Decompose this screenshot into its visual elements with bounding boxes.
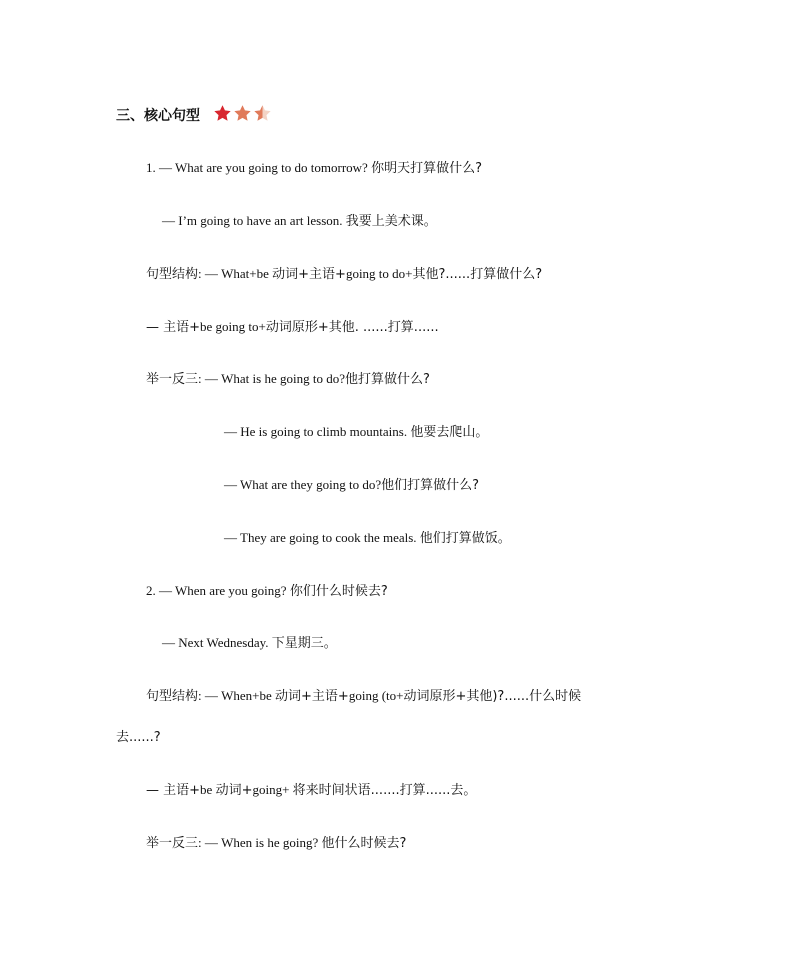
english-text: going+	[252, 782, 293, 797]
example-label: 举一反三	[146, 372, 199, 387]
english-text: : — When is he going?	[198, 835, 322, 850]
chinese-text: 其他?......打算做什么?	[412, 267, 543, 282]
sentence-1-answer	[162, 211, 437, 232]
chinese-text: 他打算做什么?	[344, 372, 430, 387]
english-text: — He is going to climb mountains.	[224, 424, 411, 439]
structure-2-line-2	[146, 780, 476, 801]
english-text: — They are going to cook the meals.	[224, 530, 420, 545]
english-text: be	[200, 782, 216, 797]
english-text: going to do+	[345, 266, 413, 281]
chinese-text: 他要去爬山。	[410, 425, 489, 440]
example-1-line-3	[224, 475, 479, 496]
english-text: : — What+be	[198, 266, 273, 281]
chinese-text: 下星期三。	[271, 636, 337, 651]
english-text: — Next Wednesday.	[162, 635, 272, 650]
chinese-text: 他们打算做饭。	[419, 531, 511, 546]
chinese-text: 你们什么时候去?	[289, 584, 388, 599]
english-text: be going to+	[200, 319, 266, 334]
example-2-line-1	[146, 833, 406, 854]
half-star-icon	[253, 104, 272, 123]
chinese-text: 动词原形+其他)?......什么时候	[403, 689, 582, 704]
chinese-text: — 主语+	[146, 320, 201, 335]
example-1-line-2	[224, 422, 488, 443]
example-1-line-1	[146, 369, 430, 390]
chinese-text: 动词+	[215, 783, 253, 798]
star-icon	[233, 104, 252, 123]
chinese-text: 我要上美术课。	[345, 214, 437, 229]
english-text: : — When+be	[198, 688, 276, 703]
english-text: — I’m going to have an art lesson.	[162, 213, 346, 228]
chinese-text: 将来时间状语.......打算......去。	[292, 783, 477, 798]
example-1-line-4	[224, 528, 511, 549]
star-icon	[213, 104, 232, 123]
section-heading	[116, 104, 273, 129]
sentence-1-question	[146, 158, 482, 179]
chinese-text: 去......?	[116, 730, 161, 745]
sentence-2-question	[146, 581, 388, 602]
chinese-text: 你明天打算做什么?	[371, 161, 482, 176]
sentence-2-answer	[162, 633, 337, 654]
english-text: 1. — What are you going to do tomorrow?	[146, 160, 372, 175]
section-title: 三、核心句型	[116, 108, 200, 124]
english-text: : — What is he going to do?	[198, 371, 345, 386]
structure-2-line-1-wrap	[116, 727, 161, 748]
chinese-text: 他们打算做什么?	[381, 478, 480, 493]
structure-2-line-1	[146, 686, 581, 707]
chinese-text: 动词+主语+	[275, 689, 349, 704]
english-text: — What are they going to do?	[224, 477, 382, 492]
english-text: 2. — When are you going?	[146, 583, 290, 598]
star-rating	[213, 104, 273, 129]
english-text: going (to+	[348, 688, 404, 703]
structure-label: 句型结构	[146, 267, 199, 282]
structure-1-line-2	[146, 317, 439, 338]
chinese-text: 动词+主语+	[272, 267, 346, 282]
structure-label: 句型结构	[146, 689, 199, 704]
example-label: 举一反三	[146, 836, 199, 851]
chinese-text: 他什么时候去?	[321, 836, 407, 851]
chinese-text: 动词原形+其他. ......打算......	[265, 320, 439, 335]
chinese-text: — 主语+	[146, 783, 201, 798]
structure-1-line-1	[146, 264, 542, 285]
